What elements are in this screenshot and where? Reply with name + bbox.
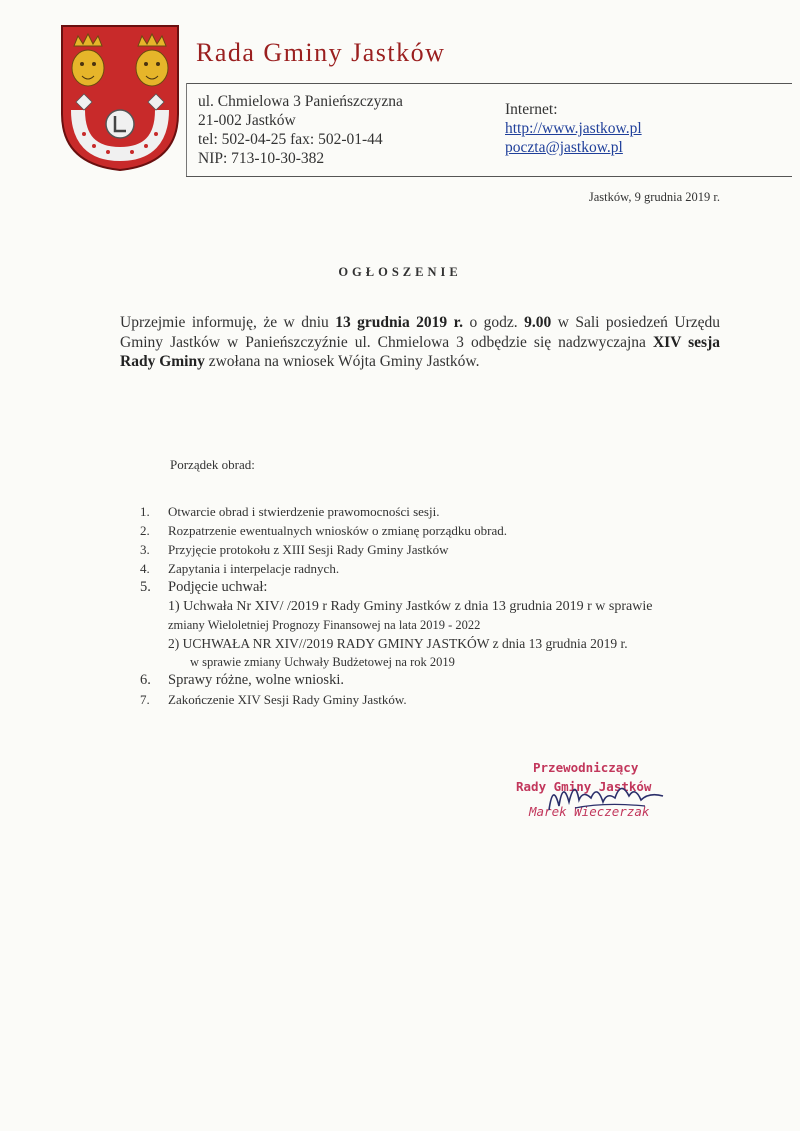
agenda-text: Podjęcie uchwał: [168, 579, 268, 595]
resolution-item [168, 635, 750, 671]
email-link[interactable]: poczta@jastkow.pl [505, 139, 623, 156]
document-date: Jastków, 9 grudnia 2019 r. [588, 190, 720, 204]
header-rule-top [186, 83, 792, 84]
agenda-item [140, 521, 750, 540]
intro-text: zwołana na wniosek Wójta Gminy Jastków. [204, 353, 480, 370]
website-link[interactable]: http://www.jastkow.pl [505, 120, 642, 137]
agenda-number: 2. [140, 523, 150, 538]
agenda-text: Sprawy różne, wolne wnioski. [168, 672, 344, 688]
resolution-line: 2) UCHWAŁA NR XIV//2019 RADY GMINY JASTKÓW z dnia 13 grudnia 2019 r. [168, 636, 628, 651]
agenda-item [140, 540, 750, 559]
resolution-line: w sprawie zmiany Uchwały Budżetowej na rok 2019 [190, 655, 455, 669]
address-line: 21-002 Jastków [198, 112, 296, 129]
agenda-item [140, 690, 750, 709]
agenda-text: Otwarcie obrad i stwierdzenie prawomocności sesji. [168, 504, 440, 519]
agenda-number: 3. [140, 542, 150, 557]
agenda-number: 7. [140, 692, 150, 707]
agenda-text: Rozpatrzenie ewentualnych wniosków o zmianę porządku obrad. [168, 523, 507, 538]
internet-label: Internet: [505, 101, 558, 118]
resolution-line: zmiany Wieloletniej Prognozy Finansowej na lata 2019 - 2022 [168, 618, 481, 632]
contact-block [505, 100, 642, 157]
address-line: NIP: 713-10-30-382 [198, 150, 325, 167]
session-name: XIV sesja Rady Gminy [120, 333, 721, 370]
agenda-text: Zapytania i interpelacje radnych. [168, 561, 340, 576]
session-date: 13 grudnia 2019 r. [335, 314, 463, 331]
coat-of-arms-logo [60, 24, 180, 172]
intro-text: o godz. [462, 314, 525, 331]
agenda-item [140, 559, 750, 578]
agenda-list [140, 502, 750, 709]
intro-text: w Sali posiedzeń Urzędu Gminy Jastków w Panieńszczyźnie ul. Chmielowa 3 odbędzie się nadzwyczajna [120, 314, 720, 351]
agenda-label: Porządek obrad: [170, 457, 255, 472]
resolution-item [168, 597, 750, 635]
header-divider [186, 83, 187, 177]
handwritten-signature [545, 772, 675, 822]
intro-text: Uprzejmie informuję, że w dniu [120, 314, 336, 331]
agenda-number: 5. [140, 579, 151, 595]
stamp-title: Przewodniczący [533, 760, 639, 775]
agenda-text: Przyjęcie protokołu z XIII Sesji Rady Gminy Jastków [168, 542, 449, 557]
agenda-number: 1. [140, 504, 150, 519]
agenda-item [140, 502, 750, 521]
announcement-paragraph [120, 313, 720, 372]
agenda-number: 4. [140, 561, 150, 576]
address-line: tel: 502-04-25 fax: 502-01-44 [198, 131, 383, 148]
resolution-line: 1) Uchwała Nr XIV/ /2019 r Rady Gminy Jastków z dnia 13 grudnia 2019 r w sprawie [168, 599, 653, 614]
session-time: 9.00 [524, 314, 552, 331]
agenda-text: Zakończenie XIV Sesji Rady Gminy Jastków. [168, 692, 407, 707]
document-title: OGŁOSZENIE [338, 265, 462, 279]
agenda-number: 6. [140, 672, 151, 688]
stamp-name: Marek Wieczerzak [529, 804, 650, 819]
agenda-item [140, 578, 750, 597]
header-rule-bottom [186, 176, 792, 177]
organization-name: Rada Gminy Jastków [196, 38, 446, 67]
stamp-body: Rady Gminy Jastków [516, 779, 652, 794]
address-block [198, 92, 403, 168]
agenda-item [140, 671, 750, 690]
address-line: ul. Chmielowa 3 Panieńszczyzna [198, 93, 403, 110]
